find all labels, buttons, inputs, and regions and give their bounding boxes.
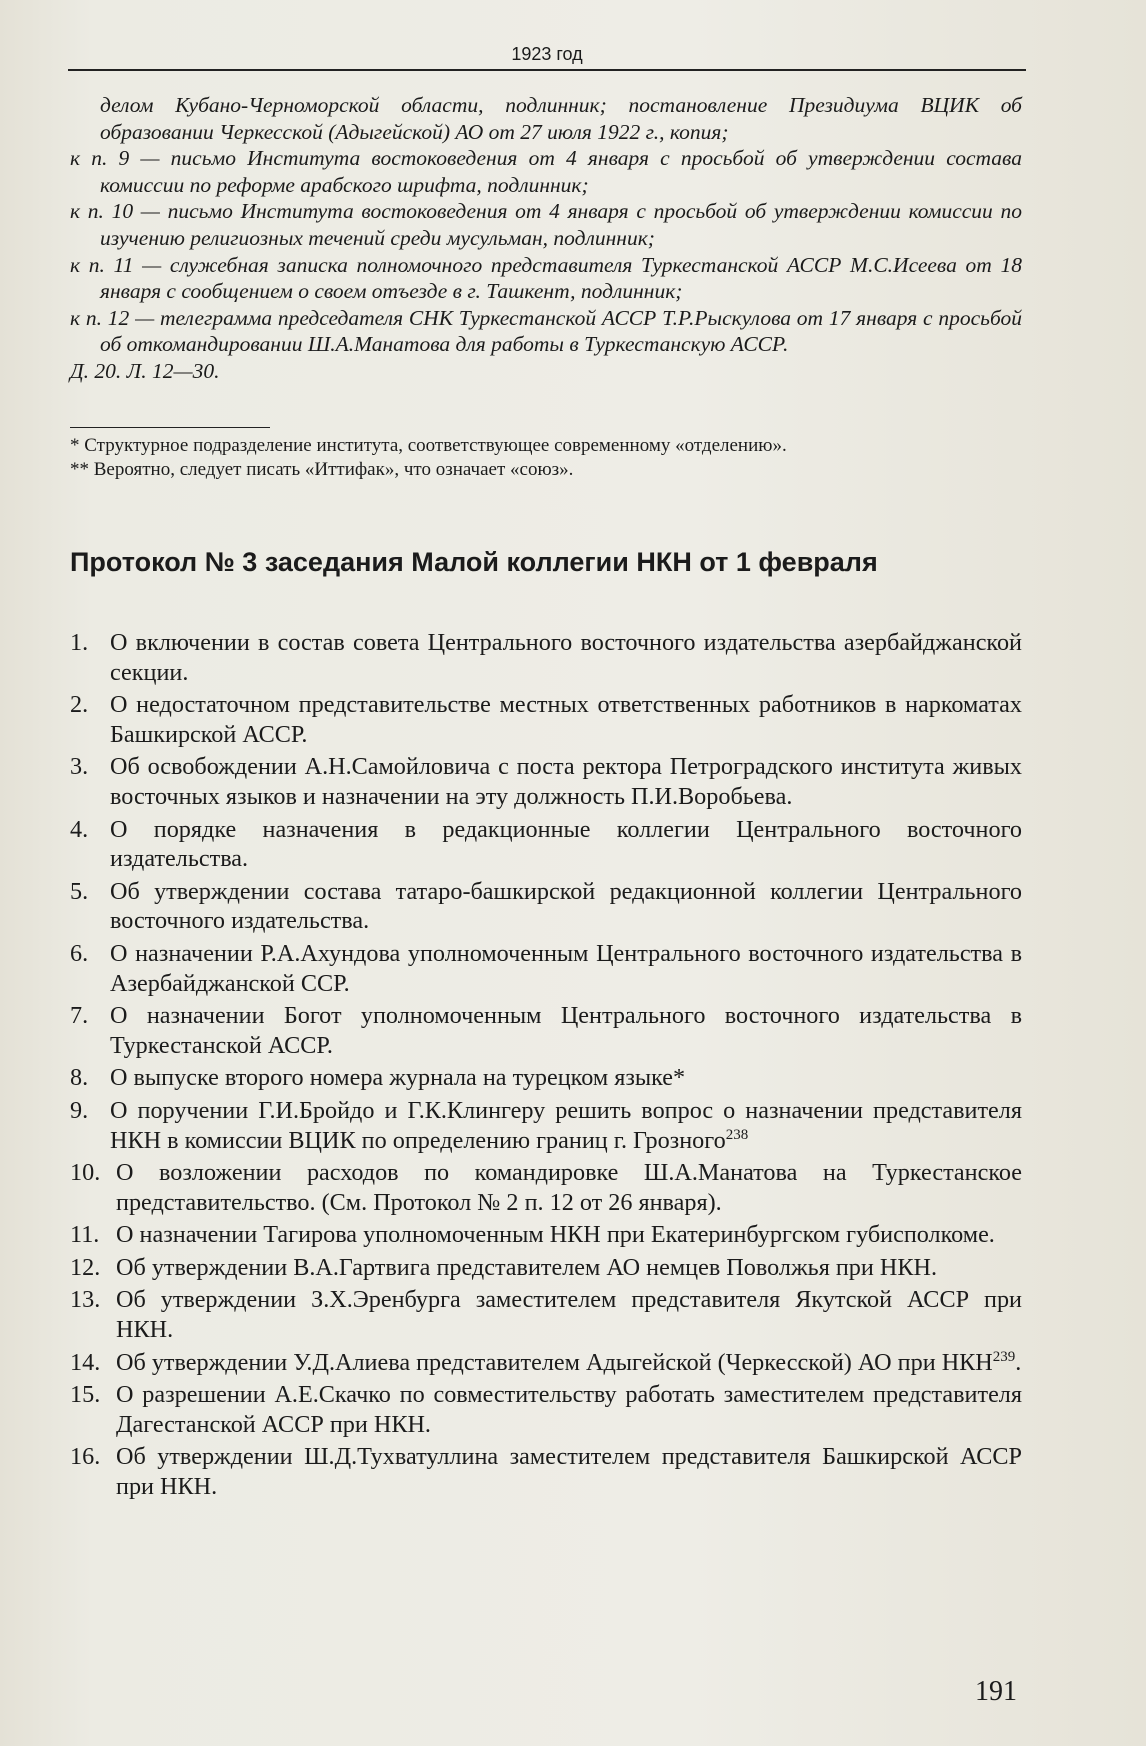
protocol-item: [70, 690, 1022, 749]
item-number: 4.: [70, 815, 89, 843]
footnote-ref: 238: [725, 1126, 749, 1143]
item-text: Об утверждении З.Х.Эренбурга заместителем представителя Якутской АССР при НКН.: [116, 1286, 1022, 1344]
item-text: О недостаточном представительстве местных ответственных работников в наркоматах Башкирской АССР.: [110, 691, 1022, 748]
item-text: Об утверждении Ш.Д.Тухватуллина заместителем представителя Башкирской АССР при НКН.: [116, 1443, 1022, 1501]
protocol-item: [70, 1285, 1022, 1344]
protocol-item: [70, 815, 1022, 874]
protocol-item: [70, 1158, 1022, 1217]
item-text-tail: .: [1015, 1348, 1022, 1376]
item-text: О поручении Г.И.Бройдо и Г.К.Клингеру решить вопрос о назначении представителя НКН в комиссии ВЦИК по определению границ г. Грозного: [110, 1096, 1022, 1154]
note-line: к п. 10 — письмо Института востоковедения от 4 января с просьбой об утверждении комиссии по изучению религиозных течений среди мусульман, подлинник;: [70, 199, 1022, 250]
note-line: к п. 11 — служебная записка полномочного представителя Туркестанской АССР М.С.Исеева от 18 января с сообщением о своем отъезде в г. Ташкент, подлинник;: [70, 252, 1022, 304]
item-number: 16.: [70, 1443, 101, 1471]
protocol-item: [70, 1380, 1022, 1439]
archival-notes: [70, 92, 1022, 385]
item-number: 7.: [70, 1002, 89, 1030]
footnote-divider: [70, 427, 270, 428]
item-number: 13.: [70, 1286, 101, 1314]
note-line: к п. 9 — письмо Института востоковедения от 4 января с просьбой об утверждении состава комиссии по реформе арабского шрифта, подлинник;: [70, 146, 1022, 197]
protocol-item: [70, 877, 1022, 936]
item-number: 2.: [70, 691, 89, 719]
item-text: О порядке назначения в редакционные коллегии Центрального восточного издательства.: [110, 815, 1022, 873]
item-text: О выпуске второго номера журнала на турецком языке*: [110, 1064, 686, 1092]
item-number: 5.: [70, 877, 89, 905]
protocol-item: [70, 1063, 1022, 1093]
item-number: 12.: [70, 1253, 101, 1281]
item-text: О назначении Тагирова уполномоченным НКН при Екатеринбургском губисполкоме.: [116, 1221, 995, 1249]
item-number: 9.: [70, 1096, 89, 1124]
item-text: Об утверждении В.А.Гартвига представителем АО немцев Поволжья при НКН.: [116, 1253, 938, 1281]
footnote: ** Вероятно, следует писать «Иттифак», что означает «союз».: [70, 459, 574, 480]
running-head: 1923 год: [68, 44, 1026, 71]
item-text: О включении в состав совета Центрального восточного издательства азербайджанской секции.: [110, 629, 1022, 686]
item-number: 8.: [70, 1064, 89, 1092]
item-number: 6.: [70, 939, 89, 967]
item-text: О разрешении А.Е.Скачко по совместительству работать заместителем представителя Дагестанской АССР при НКН.: [116, 1381, 1022, 1438]
page-number: 191: [975, 1676, 1017, 1707]
protocol-item: [70, 1096, 1022, 1155]
protocol-item: [70, 1253, 1022, 1283]
item-number: 3.: [70, 753, 89, 781]
note-line: делом Кубано-Черноморской области, подлинник; постановление Президиума ВЦИК об образовании Черкесской (Адыгейской) АО от 27 июля 1922 г., копия;: [100, 93, 1022, 144]
protocol-item: [70, 1442, 1022, 1501]
footnote-ref: 239: [992, 1348, 1016, 1365]
item-number: 14.: [70, 1348, 101, 1376]
item-text: Об утверждении У.Д.Алиева представителем Адыгейской (Черкесской) АО при НКН: [116, 1348, 993, 1376]
protocol-item: [70, 939, 1022, 998]
item-number: 10.: [70, 1159, 101, 1187]
protocol-item: [70, 1348, 1022, 1378]
note-line: к п. 12 — телеграмма председателя СНК Туркестанской АССР Т.Р.Рыскулова от 17 января с просьбой об откомандировании Ш.А.Манатова для работы в Туркестанскую АССР.: [70, 305, 1022, 357]
protocol-item: [70, 1001, 1022, 1060]
item-number: 11.: [70, 1221, 100, 1249]
footnote: * Структурное подразделение института, соответствующее современному «отделению».: [70, 435, 787, 456]
item-number: 15.: [70, 1381, 101, 1409]
protocol-item: [70, 752, 1022, 811]
protocol-item: [70, 628, 1022, 687]
item-text: О возложении расходов по командировке Ш.А.Манатова на Туркестанское представительство. (См. Протокол № 2 п. 12 от 26 января).: [116, 1159, 1022, 1216]
item-text: О назначении Богот уполномоченным Центрального восточного издательства в Туркестанской АССР.: [110, 1002, 1022, 1059]
item-number: 1.: [70, 629, 89, 656]
item-text: Об освобождении А.Н.Самойловича с поста ректора Петроградского института живых восточных языков и назначении на эту должность П.И.Воробьева.: [110, 753, 1022, 810]
item-text: О назначении Р.А.Ахундова уполномоченным Центрального восточного издательства в Азербайджанской ССР.: [110, 939, 1022, 997]
item-text: Об утверждении состава татаро-башкирской редакционной коллегии Центрального восточного издательства.: [110, 877, 1022, 935]
footnotes: [70, 434, 1022, 482]
protocol-items: [70, 628, 1022, 1505]
archive-reference: Д. 20. Л. 12—30.: [70, 358, 220, 383]
protocol-item: [70, 1220, 1022, 1250]
protocol-title: Протокол № 3 заседания Малой коллегии НКН от 1 февраля: [70, 547, 878, 577]
